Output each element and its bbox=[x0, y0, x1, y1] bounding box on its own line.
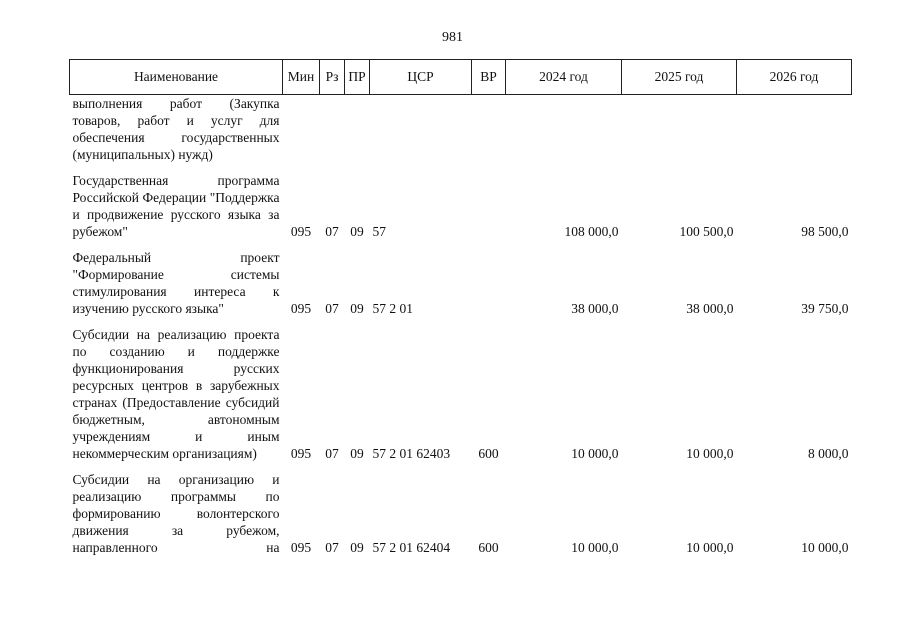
row-2026: 98 500,0 bbox=[801, 224, 849, 239]
header-2025: 2025 год bbox=[622, 60, 737, 95]
row-rz bbox=[320, 95, 345, 164]
row-2025 bbox=[622, 95, 737, 164]
row-name: Федеральный проект "Формирование системы стимулирования интереса к изучению русского языка" bbox=[72, 250, 280, 316]
budget-table bbox=[69, 59, 852, 556]
header-pr: ПР bbox=[345, 60, 370, 95]
row-2024: 10 000,0 bbox=[571, 540, 619, 555]
table-row bbox=[70, 462, 852, 556]
row-2026: 10 000,0 bbox=[801, 540, 849, 555]
row-2026: 39 750,0 bbox=[801, 301, 849, 316]
row-2025: 100 500,0 bbox=[679, 224, 734, 239]
row-2026: 8 000,0 bbox=[808, 446, 849, 461]
row-min: 095 bbox=[290, 301, 312, 316]
row-rz: 07 bbox=[325, 540, 339, 555]
row-pr: 09 bbox=[350, 301, 364, 316]
row-vr bbox=[472, 95, 506, 164]
table-row bbox=[70, 317, 852, 462]
table-header-row bbox=[70, 60, 852, 95]
row-2024 bbox=[506, 95, 622, 164]
row-pr: 09 bbox=[350, 540, 364, 555]
table-row bbox=[70, 240, 852, 317]
row-pr bbox=[345, 95, 370, 164]
row-csr: 57 2 01 62404 bbox=[372, 540, 451, 555]
row-min bbox=[283, 95, 320, 164]
row-vr: 600 bbox=[478, 446, 499, 461]
row-name: Государственная программа Российской Федерации "Поддержка и продвижение русского языка за рубежом" bbox=[72, 173, 280, 239]
row-2025: 10 000,0 bbox=[686, 446, 734, 461]
header-vr: ВР bbox=[472, 60, 506, 95]
row-vr bbox=[472, 163, 506, 240]
header-name: Наименование bbox=[70, 60, 283, 95]
row-2026 bbox=[737, 95, 852, 164]
row-min: 095 bbox=[290, 224, 312, 239]
row-min: 095 bbox=[290, 540, 312, 555]
row-name: Субсидии на организацию и реализацию программы по формированию волонтерского движения за рубежом, направленного на bbox=[72, 472, 280, 555]
row-vr: 600 bbox=[478, 540, 499, 555]
row-csr: 57 bbox=[372, 224, 386, 239]
row-csr bbox=[370, 95, 472, 164]
row-csr: 57 2 01 62403 bbox=[372, 446, 451, 461]
header-csr: ЦСР bbox=[370, 60, 472, 95]
row-rz: 07 bbox=[325, 301, 339, 316]
row-2025: 10 000,0 bbox=[686, 540, 734, 555]
row-rz: 07 bbox=[325, 446, 339, 461]
header-2024: 2024 год bbox=[506, 60, 622, 95]
header-rz: Рз bbox=[320, 60, 345, 95]
row-2024: 38 000,0 bbox=[571, 301, 619, 316]
header-2026: 2026 год bbox=[737, 60, 852, 95]
row-2025: 38 000,0 bbox=[686, 301, 734, 316]
row-min: 095 bbox=[290, 446, 312, 461]
row-vr bbox=[472, 240, 506, 317]
table-row bbox=[70, 95, 852, 164]
row-csr: 57 2 01 bbox=[372, 301, 413, 316]
header-min: Мин bbox=[283, 60, 320, 95]
row-2024: 108 000,0 bbox=[564, 224, 619, 239]
page-number: 981 bbox=[442, 30, 463, 45]
row-name: выполнения работ (Закупка товаров, работ и услуг для обеспечения государственных (муниципальных) нужд) bbox=[72, 96, 280, 162]
row-rz: 07 bbox=[325, 224, 339, 239]
row-pr: 09 bbox=[350, 224, 364, 239]
row-name: Субсидии на реализацию проекта по созданию и поддержке функционирования русских ресурсных центров в зарубежных странах (Предоставление субсидий бюджетным, автономным учреждениям и иным некоммерческим организациям) bbox=[72, 327, 280, 461]
table-row bbox=[70, 163, 852, 240]
row-pr: 09 bbox=[350, 446, 364, 461]
row-2024: 10 000,0 bbox=[571, 446, 619, 461]
